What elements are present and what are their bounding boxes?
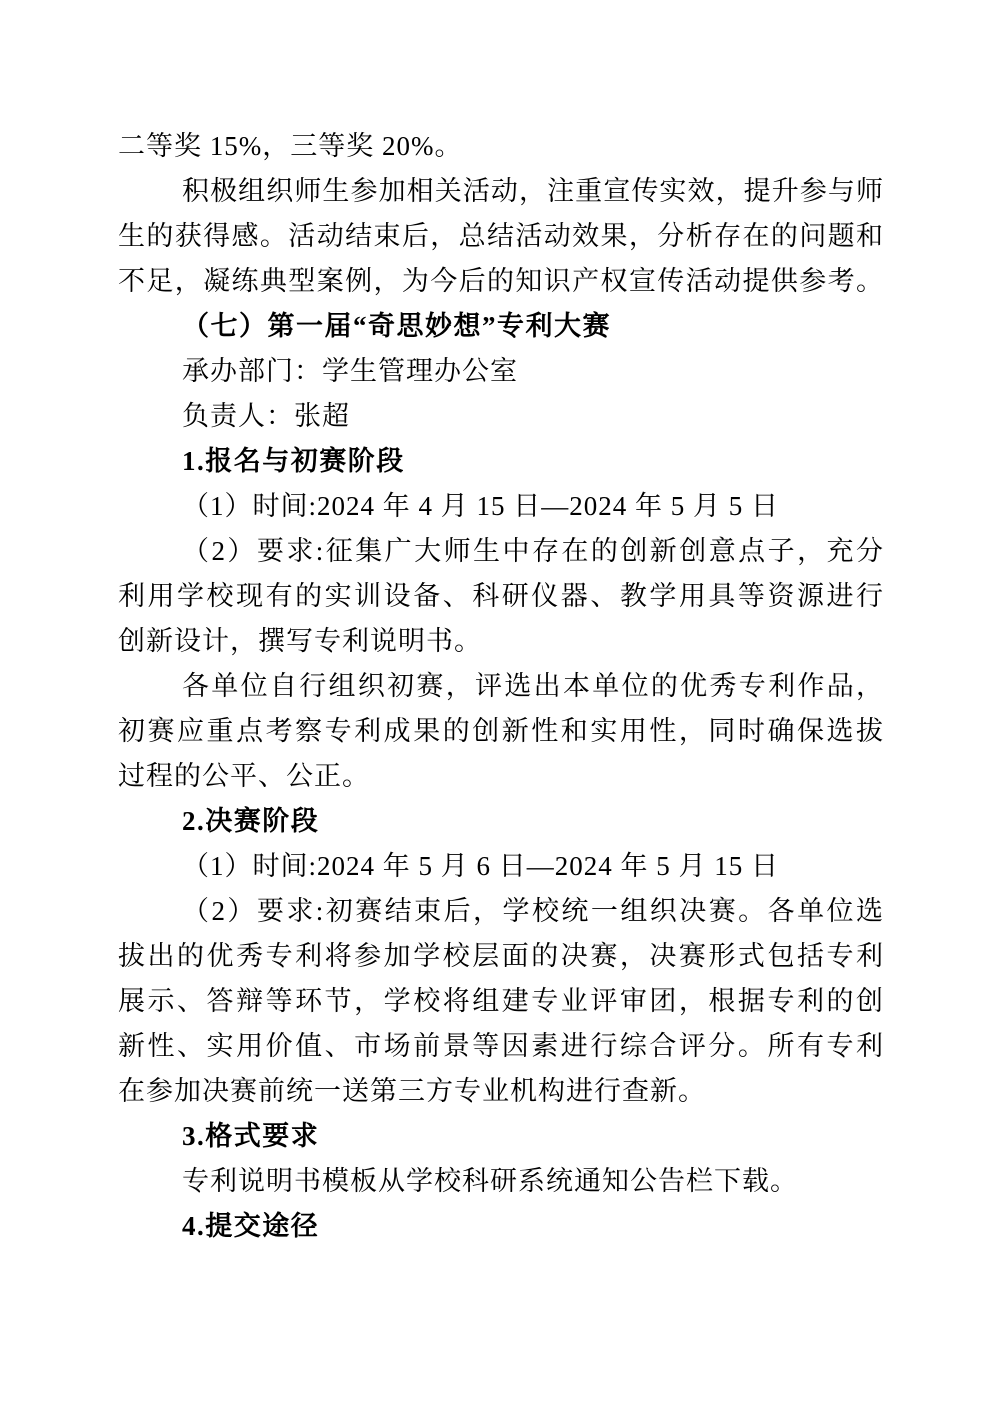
heading-final-stage: 2.决赛阶段 bbox=[182, 806, 320, 836]
heading-format-requirements: 3.格式要求 bbox=[182, 1121, 320, 1151]
line-organizing-department: 承办部门：学生管理办公室 bbox=[182, 356, 518, 386]
line-publicity-paragraph-1: 积极组织师生参加相关活动，注重宣传实效，提升参与师 bbox=[182, 176, 884, 206]
line-final-requirements-1: （2）要求:初赛结束后，学校统一组织决赛。各单位选 bbox=[182, 896, 884, 926]
line-prize-percentages: 二等奖 15%，三等奖 20%。 bbox=[118, 131, 463, 161]
line-final-requirements-5: 在参加决赛前统一送第三方专业机构进行查新。 bbox=[118, 1076, 706, 1106]
line-format-template-source: 专利说明书模板从学校科研系统通知公告栏下载。 bbox=[182, 1166, 798, 1196]
document-text-block bbox=[118, 124, 884, 1249]
line-preliminary-requirements-2: 利用学校现有的实训设备、科研仪器、教学用具等资源进行 bbox=[118, 581, 884, 611]
line-final-time: （1）时间:2024 年 5 月 6 日—2024 年 5 月 15 日 bbox=[182, 851, 780, 881]
line-preliminary-organization-3: 过程的公平、公正。 bbox=[118, 761, 370, 791]
line-preliminary-time: （1）时间:2024 年 4 月 15 日—2024 年 5 月 5 日 bbox=[182, 491, 780, 521]
line-preliminary-requirements-3: 创新设计，撰写专利说明书。 bbox=[118, 626, 482, 656]
heading-section-7-patent-competition: （七）第一届“奇思妙想”专利大赛 bbox=[182, 311, 611, 341]
line-final-requirements-3: 展示、答辩等环节，学校将组建专业评审团，根据专利的创 bbox=[118, 986, 884, 1016]
line-person-in-charge: 负责人：张超 bbox=[182, 401, 350, 431]
line-publicity-paragraph-3: 不足，凝练典型案例，为今后的知识产权宣传活动提供参考。 bbox=[118, 266, 884, 296]
line-preliminary-organization-2: 初赛应重点考察专利成果的创新性和实用性，同时确保选拔 bbox=[118, 716, 884, 746]
line-publicity-paragraph-2: 生的获得感。活动结束后，总结活动效果，分析存在的问题和 bbox=[118, 221, 884, 251]
line-preliminary-organization-1: 各单位自行组织初赛，评选出本单位的优秀专利作品， bbox=[182, 671, 884, 701]
heading-registration-preliminary-stage: 1.报名与初赛阶段 bbox=[182, 446, 405, 476]
line-preliminary-requirements-1: （2）要求:征集广大师生中存在的创新创意点子，充分 bbox=[182, 536, 884, 566]
heading-submission-method: 4.提交途径 bbox=[182, 1211, 320, 1241]
line-final-requirements-4: 新性、实用价值、市场前景等因素进行综合评分。所有专利 bbox=[118, 1031, 884, 1061]
line-final-requirements-2: 拔出的优秀专利将参加学校层面的决赛，决赛形式包括专利 bbox=[118, 941, 884, 971]
